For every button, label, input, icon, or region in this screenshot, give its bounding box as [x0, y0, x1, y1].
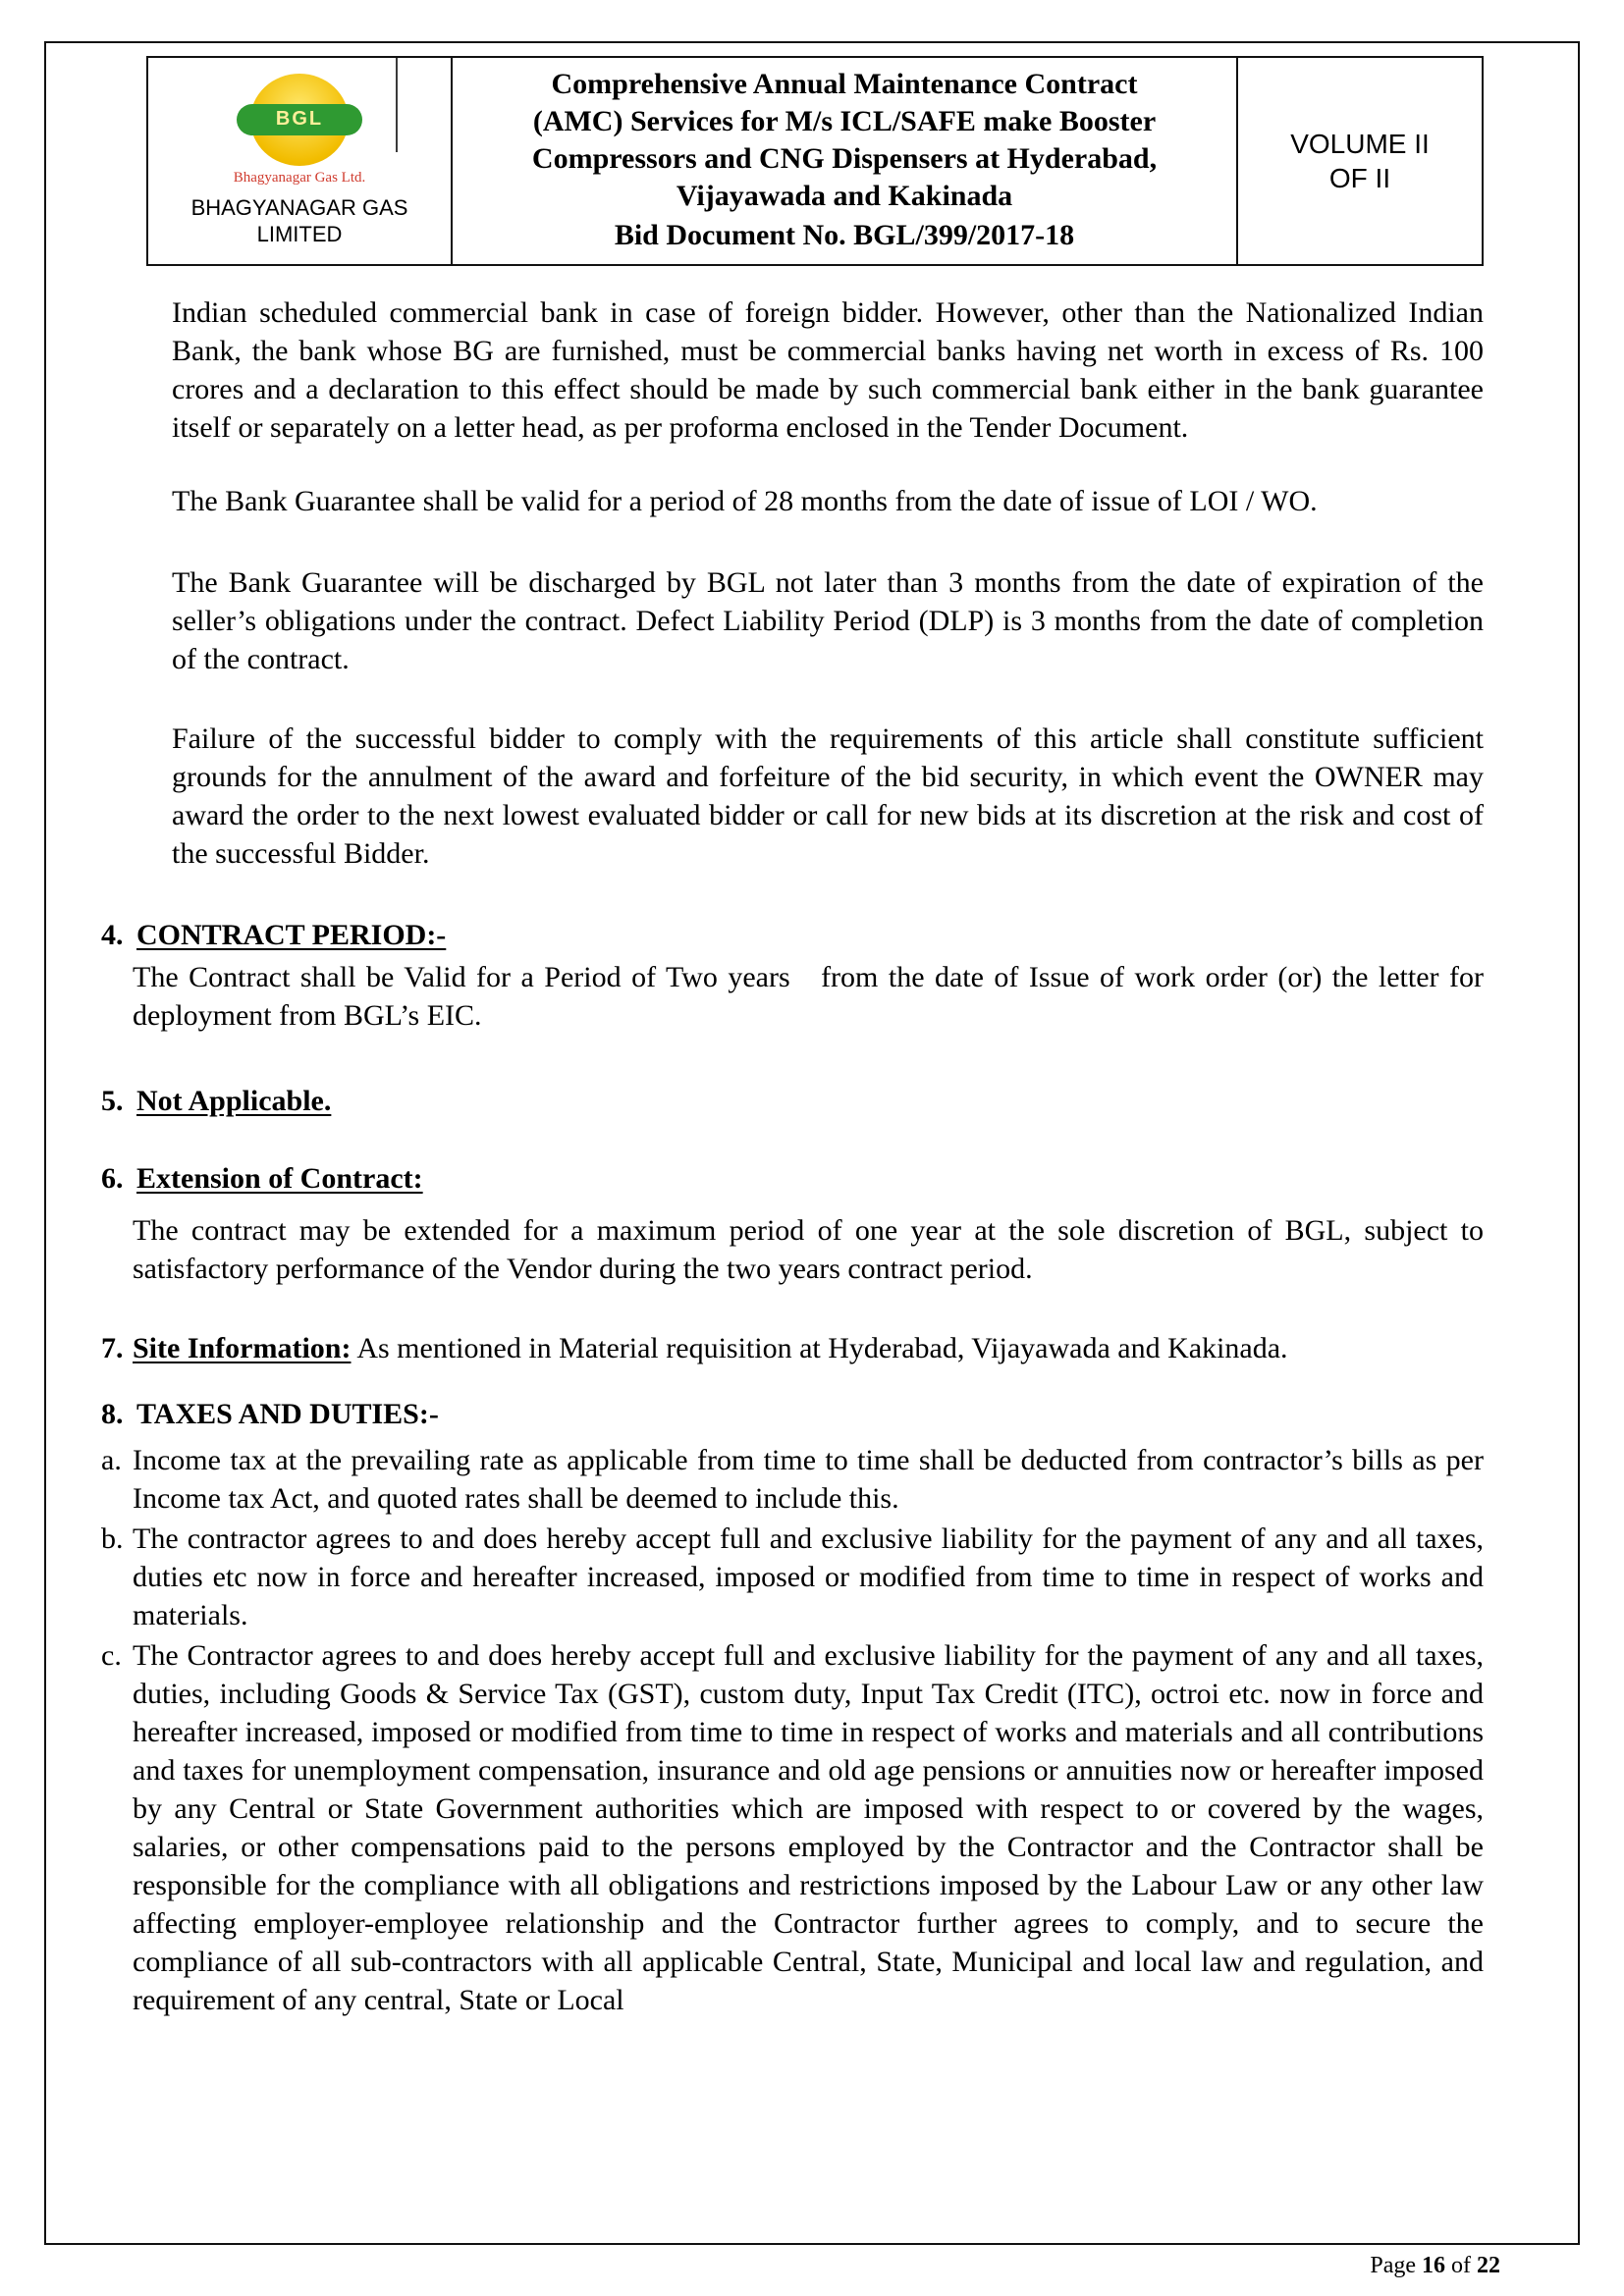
header-logo-cell — [147, 57, 452, 265]
item-a-text: Income tax at the prevailing rate as applicable from time to time shall be deducted from contractor’s bills as per Income tax Act, and quoted rates shall be deemed to include this. — [133, 1444, 1484, 1515]
section-6-body: The contract may be extended for a maximum period of one year at the sole discretion of BGL, subject to satisfactory performance of the Vendor during the two years contract period. — [133, 1214, 1484, 1285]
section-8-item-b — [101, 1520, 1484, 1634]
logo-frame-line — [396, 58, 398, 152]
section-5-title: Not Applicable. — [136, 1085, 332, 1117]
document-body — [46, 294, 1578, 2019]
item-b-text: The contractor agrees to and does hereby accept full and exclusive liability for the payment of any and all taxes, duties etc now in force and hereafter increased, imposed or modified from time to time in respect of works and materials. — [133, 1522, 1484, 1631]
company-name: BHAGYANAGAR GAS LIMITED — [190, 194, 408, 246]
section-8-item-a — [101, 1441, 1484, 1518]
section-8-heading — [101, 1395, 1484, 1433]
section-6-heading — [101, 1159, 1484, 1198]
paragraph-bg-validity: The Bank Guarantee shall be valid for a period of 28 months from the date of issue of LOI / WO. — [172, 485, 1318, 517]
section-6-title: Extension of Contract: — [136, 1162, 423, 1195]
header-volume-cell — [1237, 57, 1483, 265]
item-c-label: c. — [101, 1639, 122, 1672]
document-title-line-1: Comprehensive Annual Maintenance Contract — [551, 68, 1138, 100]
paragraph-bank-guarantee-continuation: Indian scheduled commercial bank in case of foreign bidder. However, other than the Nationalized Indian Bank, the bank whose BG are furnished, must be commercial banks having net worth in excess of Rs. 100 crores and a declaration to this effect should be made by such commercial bank either in the bank guarantee itself or separately on a letter head, as per proforma enclosed in the Tender Document. — [172, 296, 1484, 444]
paragraph-bg-discharge: The Bank Guarantee will be discharged by BGL not later than 3 months from the date of expiration of the seller’s obligations under the contract. Defect Liability Period (DLP) is 3 months from the date of completion of the contract. — [172, 566, 1484, 675]
volume-label-line-2: OF II — [1328, 163, 1391, 193]
item-a-label: a. — [101, 1444, 122, 1476]
document-title-line-3: Compressors and CNG Dispensers at Hyderabad, — [531, 142, 1158, 175]
header-table — [146, 56, 1484, 266]
header-title-cell — [452, 57, 1237, 265]
logo-monogram: BGL — [275, 108, 324, 130]
section-5-number: 5. — [101, 1085, 124, 1117]
logo-caption: Bhagyanagar Gas Ltd. — [233, 169, 366, 186]
volume-label-line-1: VOLUME II — [1290, 129, 1430, 159]
page-footer — [1370, 2252, 1500, 2279]
footer-total-pages: 22 — [1477, 2253, 1500, 2278]
header-row — [147, 57, 1483, 265]
section-4-body: The Contract shall be Valid for a Period of Two years from the date of Issue of work order (or) the letter for deployment from BGL’s EIC. — [133, 961, 1491, 1032]
paragraph-bidder-failure: Failure of the successful bidder to comply with the requirements of this article shall constitute sufficient grounds for the annulment of the award and forfeiture of the bid security, in which event the OWNER may award the order to the next lowest evaluated bidder or call for new bids at its discretion at the risk and cost of the successful Bidder. — [172, 722, 1484, 870]
document-title-line-4: Vijayawada and Kakinada — [676, 180, 1013, 212]
section-7-body: As mentioned in Material requisition at Hyderabad, Vijayawada and Kakinada. — [356, 1332, 1288, 1364]
item-b-label: b. — [101, 1522, 124, 1555]
section-4-heading — [101, 916, 1484, 954]
section-4-title: CONTRACT PERIOD:- — [136, 919, 447, 951]
page-border — [44, 41, 1580, 2245]
company-logo — [237, 74, 362, 166]
footer-of-label: of — [1445, 2253, 1477, 2278]
section-4-number: 4. — [101, 919, 124, 951]
footer-page-number: 16 — [1422, 2253, 1445, 2278]
bid-document-number: Bid Document No. BGL/399/2017-18 — [614, 219, 1075, 251]
logo-band — [237, 104, 362, 135]
document-title-line-2: (AMC) Services for M/s ICL/SAFE make Booster — [532, 105, 1157, 137]
section-8-title: TAXES AND DUTIES:- — [136, 1398, 439, 1430]
section-8-number: 8. — [101, 1398, 124, 1430]
section-7-number: 7. — [101, 1332, 124, 1364]
section-8-item-c — [101, 1636, 1484, 2019]
footer-page-label: Page — [1370, 2253, 1422, 2278]
section-6-number: 6. — [101, 1162, 124, 1195]
section-7-title: Site Information: — [133, 1332, 352, 1364]
item-c-text: The Contractor agrees to and does hereby accept full and exclusive liability for the payment of any and all taxes, duties, including Goods & Service Tax (GST), custom duty, Input Tax Credit (ITC), octroi etc. now in force and hereafter increased, imposed or modified from time to time in respect of works and materials and all contributions and taxes for unemployment compensation, insurance and old age pensions or annuities now or hereafter imposed by any Central or State Government authorities which are imposed with respect to or covered by the wages, salaries, or other compensations paid to the persons employed by the Contractor and the Contractor shall be responsible for the compliance with all obligations and restrictions imposed by the Labour Law or any other law affecting employer-employee relationship and the Contractor further agrees to comply, and to secure the compliance of all sub-contractors with all applicable Central, State, Municipal and local law and regulation, and requirement of any central, State or Local — [133, 1639, 1484, 2016]
section-7 — [101, 1329, 1484, 1367]
section-5-heading — [101, 1082, 1484, 1120]
